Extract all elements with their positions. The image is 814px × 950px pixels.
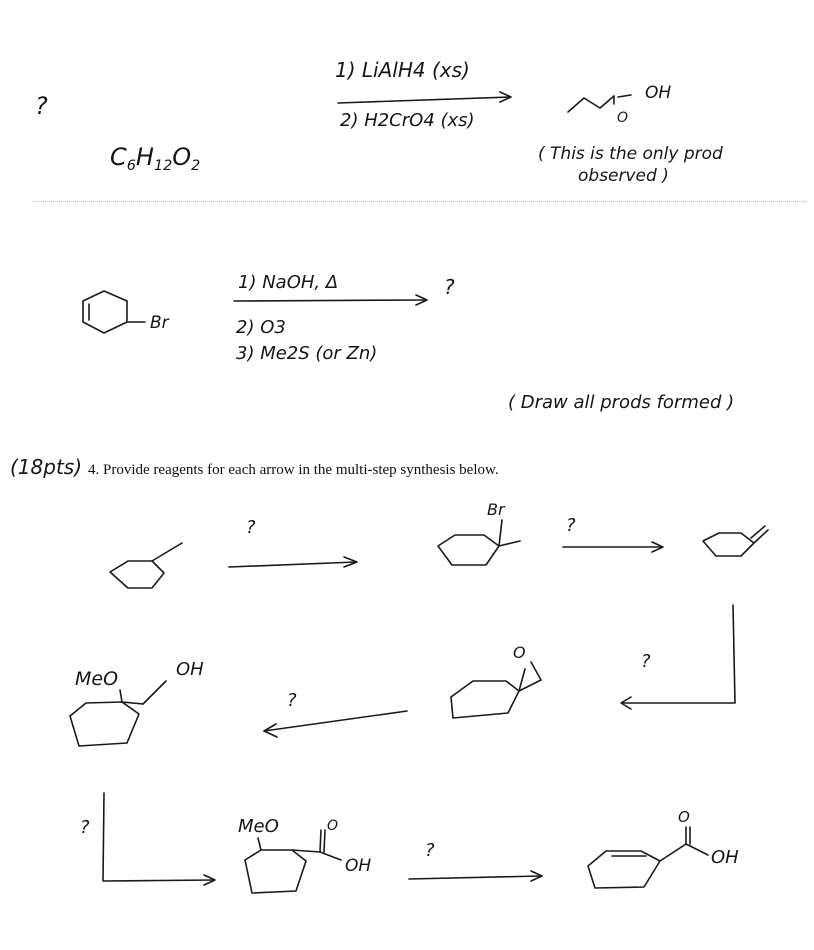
- spiro-epoxide-structure: [451, 662, 541, 718]
- formula-o: O: [172, 143, 192, 171]
- arrow-4-question: ?: [287, 690, 297, 711]
- formula-sub-12: 12: [153, 158, 173, 175]
- reaction-arrow-a: [338, 92, 511, 103]
- arrow-5-question: ?: [80, 817, 90, 838]
- molecular-formula: [110, 143, 201, 175]
- methylenecyclohexane-structure: [703, 526, 768, 556]
- meo-label: MeO: [75, 668, 119, 690]
- oh-label: OH: [176, 659, 204, 680]
- reagent-lialh4: 1) LiAlH4 (xs): [335, 58, 470, 82]
- note-draw-all: ( Draw all prods formed ): [508, 392, 735, 413]
- cyclohexene-acid-structure: [588, 827, 708, 888]
- product-oh-label: OH: [645, 83, 672, 103]
- formula-h: H: [135, 143, 154, 171]
- arrow-5: [103, 793, 215, 885]
- methoxy-alcohol-structure: [70, 681, 166, 746]
- acid-o-label: O: [327, 818, 339, 834]
- arrow-1: [229, 557, 357, 567]
- meo-label-2: MeO: [238, 816, 279, 837]
- final-oh-label: OH: [711, 847, 739, 868]
- bromocyclohexene-structure: [83, 291, 145, 333]
- reagent-h2cro4: 2) H2CrO4 (xs): [340, 110, 475, 131]
- arrow-6: [409, 871, 542, 881]
- methylcyclohexane-structure: [110, 543, 182, 588]
- arrow-6-question: ?: [425, 840, 435, 861]
- note-observed: observed ): [578, 166, 669, 186]
- br-label-4: Br: [487, 500, 505, 519]
- section-divider: [34, 201, 806, 202]
- product-o-label: O: [617, 110, 629, 126]
- note-only-product: ( This is the only prod: [538, 144, 723, 164]
- methoxy-acid-structure: [245, 830, 341, 893]
- arrow-3: [621, 605, 735, 709]
- epoxide-o-label: O: [513, 643, 526, 662]
- reagent-ozone: 2) O3: [236, 317, 286, 338]
- arrow-2: [563, 542, 663, 552]
- acid-oh-label: OH: [345, 856, 372, 876]
- arrow-1-question: ?: [246, 517, 256, 538]
- final-o-label: O: [678, 808, 690, 826]
- arrow-2-question: ?: [566, 515, 576, 536]
- arrow-4: [264, 711, 407, 737]
- problem-4-prompt: 4. Provide reagents for each arrow in the multi-step synthesis below.: [88, 462, 499, 478]
- points-label: (18pts): [10, 455, 83, 479]
- br-label-b: Br: [150, 313, 169, 333]
- reagent-naoh: 1) NaOH, Δ: [238, 272, 339, 293]
- formula-sub-2: 2: [191, 158, 201, 175]
- reaction-arrow-b: [234, 295, 427, 305]
- formula-c: C: [110, 143, 127, 171]
- question-mark-b: ?: [444, 275, 455, 299]
- reagent-me2s: 3) Me2S (or Zn): [236, 343, 378, 364]
- bromide-structure: [438, 520, 520, 565]
- formula-sub-6: 6: [126, 158, 136, 175]
- question-mark-a: ?: [35, 92, 48, 120]
- arrow-3-question: ?: [641, 651, 651, 672]
